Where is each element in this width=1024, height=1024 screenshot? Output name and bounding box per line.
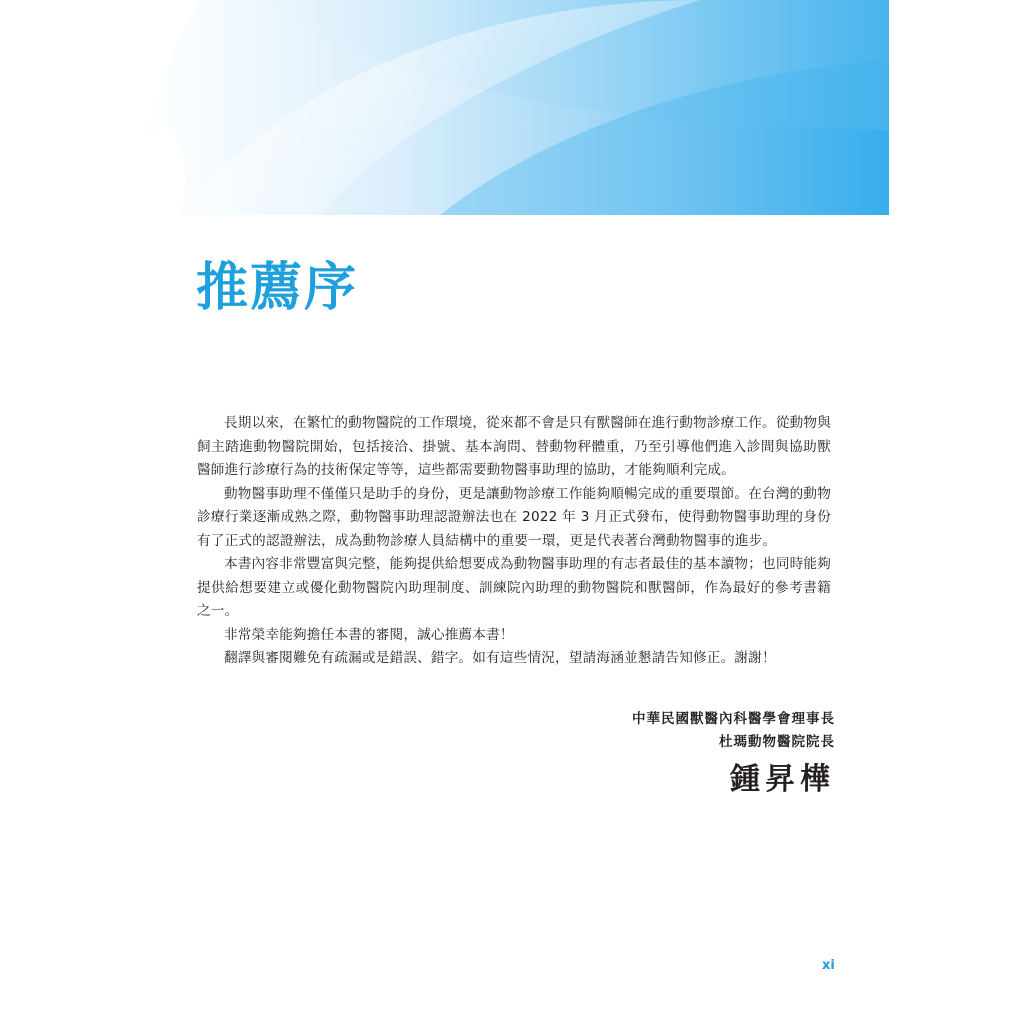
foreword-body (197, 412, 831, 671)
paragraph: 翻譯與審閱難免有疏漏或是錯誤、錯字。如有這些情況，望請海涵並懇請告知修正。謝謝！ (224, 650, 776, 666)
page-title: 推薦序 (196, 257, 359, 318)
page-number: xi (822, 958, 835, 973)
signature-title-2: 杜瑪動物醫院院長 (719, 734, 835, 750)
paragraph: 動物醫事助理不僅僅只是助手的身份，更是讓動物診療工作能夠順暢完成的重要環節。在台灣的動物診療行業逐漸成熟之際，動物醫事助理認證辦法也在 2022 年 3 月正式發布，使得動物醫事助理的身份有了正式的認證辦法，成為動物診療人員結構中的重要一環，更是代表著台灣動物醫事的進步。 (197, 485, 831, 549)
signature-block (632, 708, 835, 804)
paragraph: 非常榮幸能夠擔任本書的審閱，誠心推薦本書！ (224, 626, 514, 643)
paragraph: 長期以來，在繁忙的動物醫院的工作環境，從來都不會是只有獸醫師在進行動物診療工作。從動物與飼主踏進動物醫院開始，包括接洽、掛號、基本詢問、替動物秤體重，乃至引導他們進入診間與協助獸醫師進行診療行為的技術保定等等，這些都需要動物醫事助理的協助，才能夠順利完成。 (197, 415, 831, 478)
signature-title-1: 中華民國獸醫內科醫學會理事長 (632, 711, 835, 727)
paragraph: 本書內容非常豐富與完整，能夠提供給想要成為動物醫事助理的有志者最佳的基本讀物；也同時能夠提供給想要建立或優化動物醫院內助理制度、訓練院內助理的動物醫院和獸醫師，作為最好的參考書籍之一。 (197, 556, 831, 619)
header-banner-graphic (140, 0, 889, 215)
signature-name: 鍾昇樺 (730, 762, 835, 797)
